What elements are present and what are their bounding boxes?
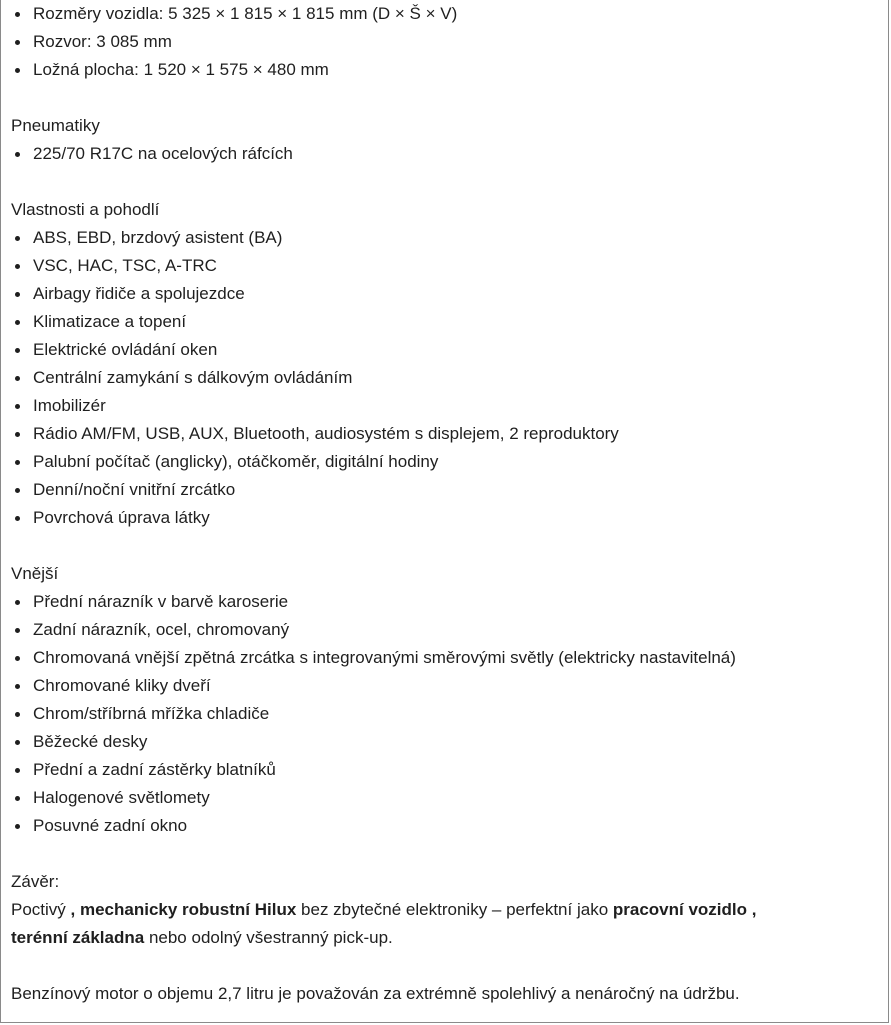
list-item: Posuvné zadní okno [11,812,881,840]
exterior-heading: Vnější [11,564,59,583]
list-item: Zadní nárazník, ocel, chromovaný [11,616,881,644]
list-item: Chrom/stříbrná mřížka chladiče [11,700,881,728]
list-item: Povrchová úprava látky [11,504,881,532]
list-item: Imobilizér [11,392,881,420]
conclusion-heading: Závěr: [11,872,60,891]
conclusion-line-1 [11,896,881,924]
list-item: Elektrické ovládání oken [11,336,881,364]
list-item: Klimatizace a topení [11,308,881,336]
list-item: VSC, HAC, TSC, A-TRC [11,252,881,280]
list-item: Ložná plocha: 1 520 × 1 575 × 480 mm [11,56,881,84]
list-item: Centrální zamykání s dálkovým ovládáním [11,364,881,392]
list-item: 225/70 R17C na ocelových ráfcích [11,140,881,168]
list-item: Přední a zadní zástěrky blatníků [11,756,881,784]
features-list [11,224,881,532]
list-item: Rádio AM/FM, USB, AUX, Bluetooth, audiosystém s displejem, 2 reproduktory [11,420,881,448]
list-item: Chromovaná vnější zpětná zrcátka s integrovanými směrovými světly (elektricky nastavitelná) [11,644,881,672]
list-item: Denní/noční vnitřní zrcátko [11,476,881,504]
list-item: Běžecké desky [11,728,881,756]
conclusion-line-2 [11,924,881,952]
features-heading: Vlastnosti a pohodlí [11,200,160,219]
list-item: Chromované kliky dveří [11,672,881,700]
conclusion-text: nebo odolný všestranný pick-up. [144,928,393,947]
tires-list [11,140,881,168]
list-item: Airbagy řidiče a spolujezdce [11,280,881,308]
engine-note: Benzínový motor o objemu 2,7 litru je považován za extrémně spolehlivý a nenáročný na údržbu. [11,984,740,1003]
list-item: Přední nárazník v barvě karoserie [11,588,881,616]
conclusion-bold: pracovní vozidlo , [612,900,757,919]
document-content [11,0,881,1008]
conclusion-text: bez zbytečné elektroniky – perfektní jako [296,900,613,919]
conclusion-bold: terénní základna [11,928,145,947]
tires-heading: Pneumatiky [11,116,100,135]
conclusion-text: Poctivý [11,900,71,919]
list-item: Halogenové světlomety [11,784,881,812]
list-item: ABS, EBD, brzdový asistent (BA) [11,224,881,252]
list-item: Rozměry vozidla: 5 325 × 1 815 × 1 815 mm (D × Š × V) [11,0,881,28]
list-item: Palubní počítač (anglicky), otáčkoměr, digitální hodiny [11,448,881,476]
exterior-list [11,588,881,840]
list-item: Rozvor: 3 085 mm [11,28,881,56]
conclusion-bold: , mechanicky robustní Hilux [70,900,297,919]
dimensions-list [11,0,881,84]
